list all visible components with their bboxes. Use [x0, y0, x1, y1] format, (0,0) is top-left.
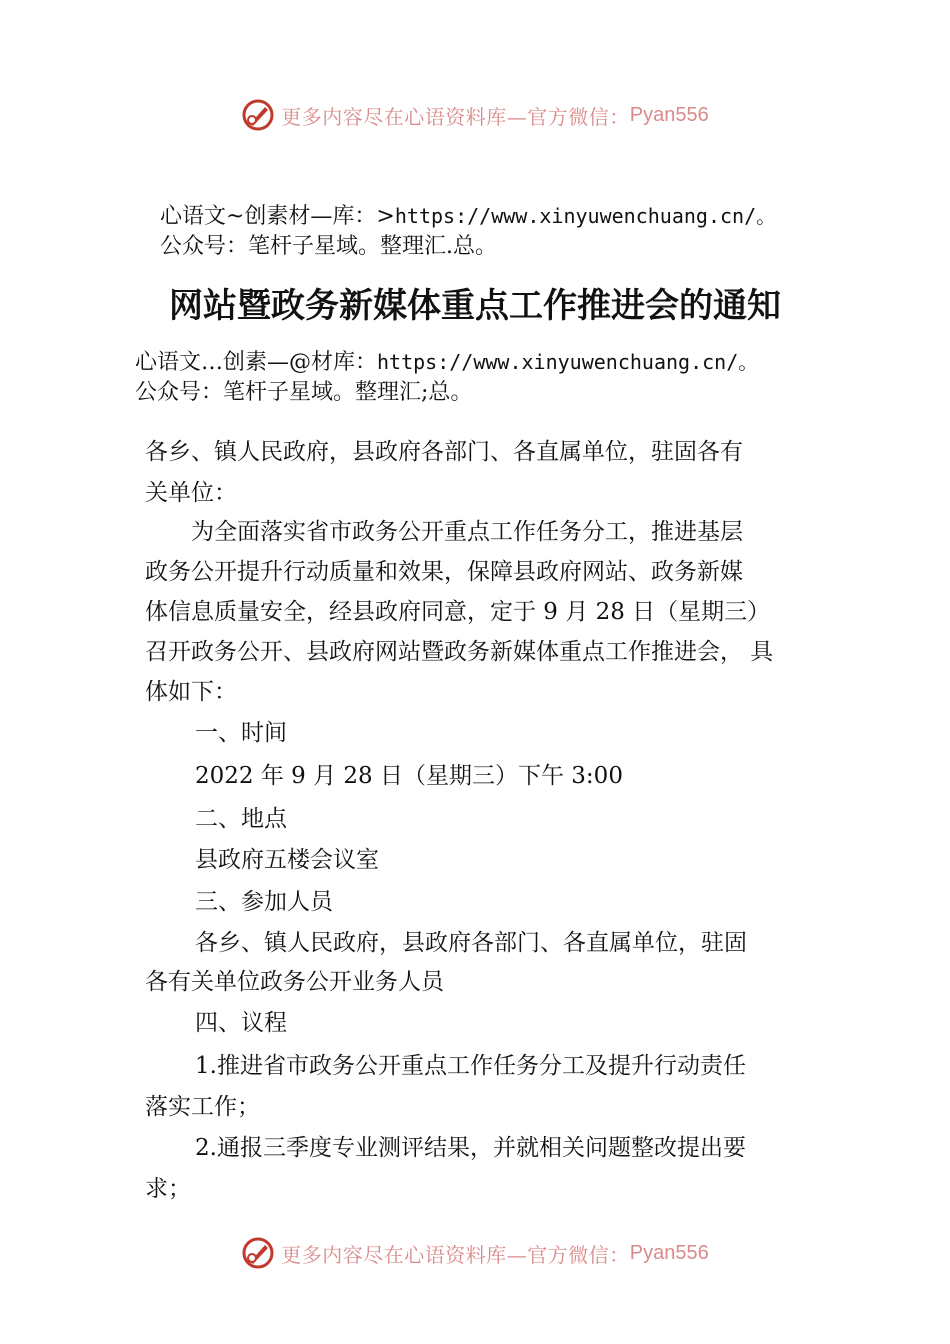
addressee-line-2: 关单位：: [145, 480, 237, 506]
paragraph-line: 召开政务公开、县政府网站暨政务新媒体重点工作推进会， 具: [145, 639, 774, 665]
meeting-time: 2022 年 9 月 28 日（星期三）下午 3:00: [195, 763, 623, 789]
source-note-2: [135, 347, 758, 408]
header-watermark-banner: [0, 95, 950, 135]
banner-text: 更多内容尽在心语资料库—官方微信：: [281, 104, 630, 129]
source-note-1-line2: 公众号：笔杆子星域。整理汇.总。: [160, 234, 497, 259]
section-heading-attendees: 三、参加人员: [195, 889, 333, 915]
source-note-1-url: https://www.xinyuwenchuang.cn/。: [394, 204, 777, 228]
source-note-1-prefix: 心语文~创素材—库：>: [160, 204, 395, 229]
banner-contact: Pyan556: [629, 1241, 709, 1264]
section-heading-time: 一、时间: [195, 720, 287, 746]
agenda-item-2-line-1: 2.通报三季度专业测评结果，并就相关问题整改提出要: [195, 1135, 746, 1161]
attendees-line-2: 各有关单位政务公开业务人员: [145, 969, 444, 995]
source-note-2-url: https://www.xinyuwenchuang.cn/。: [377, 350, 759, 374]
paragraph-line: 体如下：: [145, 679, 237, 705]
banner-text: 更多内容尽在心语资料库—官方微信：: [281, 1242, 630, 1267]
source-note-1: [160, 201, 776, 262]
source-note-2-prefix: 心语文…创素—@材库：: [135, 350, 378, 375]
section-heading-location: 二、地点: [195, 806, 287, 832]
section-heading-agenda: 四、议程: [195, 1010, 287, 1036]
paragraph-line: 政务公开提升行动质量和效果，保障县政府网站、政务新媒: [145, 559, 743, 585]
pen-logo-icon: [241, 1236, 275, 1270]
addressee-line-1: 各乡、镇人民政府，县政府各部门、各直属单位，驻固各有: [145, 439, 743, 465]
banner-contact: Pyan556: [629, 103, 709, 126]
agenda-item-1-line-2: 落实工作；: [145, 1094, 260, 1120]
attendees-line-1: 各乡、镇人民政府，县政府各部门、各直属单位，驻固: [195, 930, 747, 956]
paragraph-line: 为全面落实省市政务公开重点工作任务分工，推进基层: [191, 519, 743, 545]
footer-watermark-banner: [0, 1233, 950, 1273]
pen-logo-icon: [241, 98, 275, 132]
meeting-location: 县政府五楼会议室: [195, 847, 379, 873]
source-note-2-line2: 公众号：笔杆子星域。整理汇;总。: [135, 380, 473, 405]
agenda-item-2-line-2: 求；: [145, 1176, 191, 1202]
paragraph-line: 体信息质量安全，经县政府同意，定于 9 月 28 日（星期三）: [145, 599, 771, 625]
agenda-item-1-line-1: 1.推进省市政务公开重点工作任务分工及提升行动责任: [195, 1053, 746, 1079]
document-title: 网站暨政务新媒体重点工作推进会的通知: [169, 286, 781, 326]
